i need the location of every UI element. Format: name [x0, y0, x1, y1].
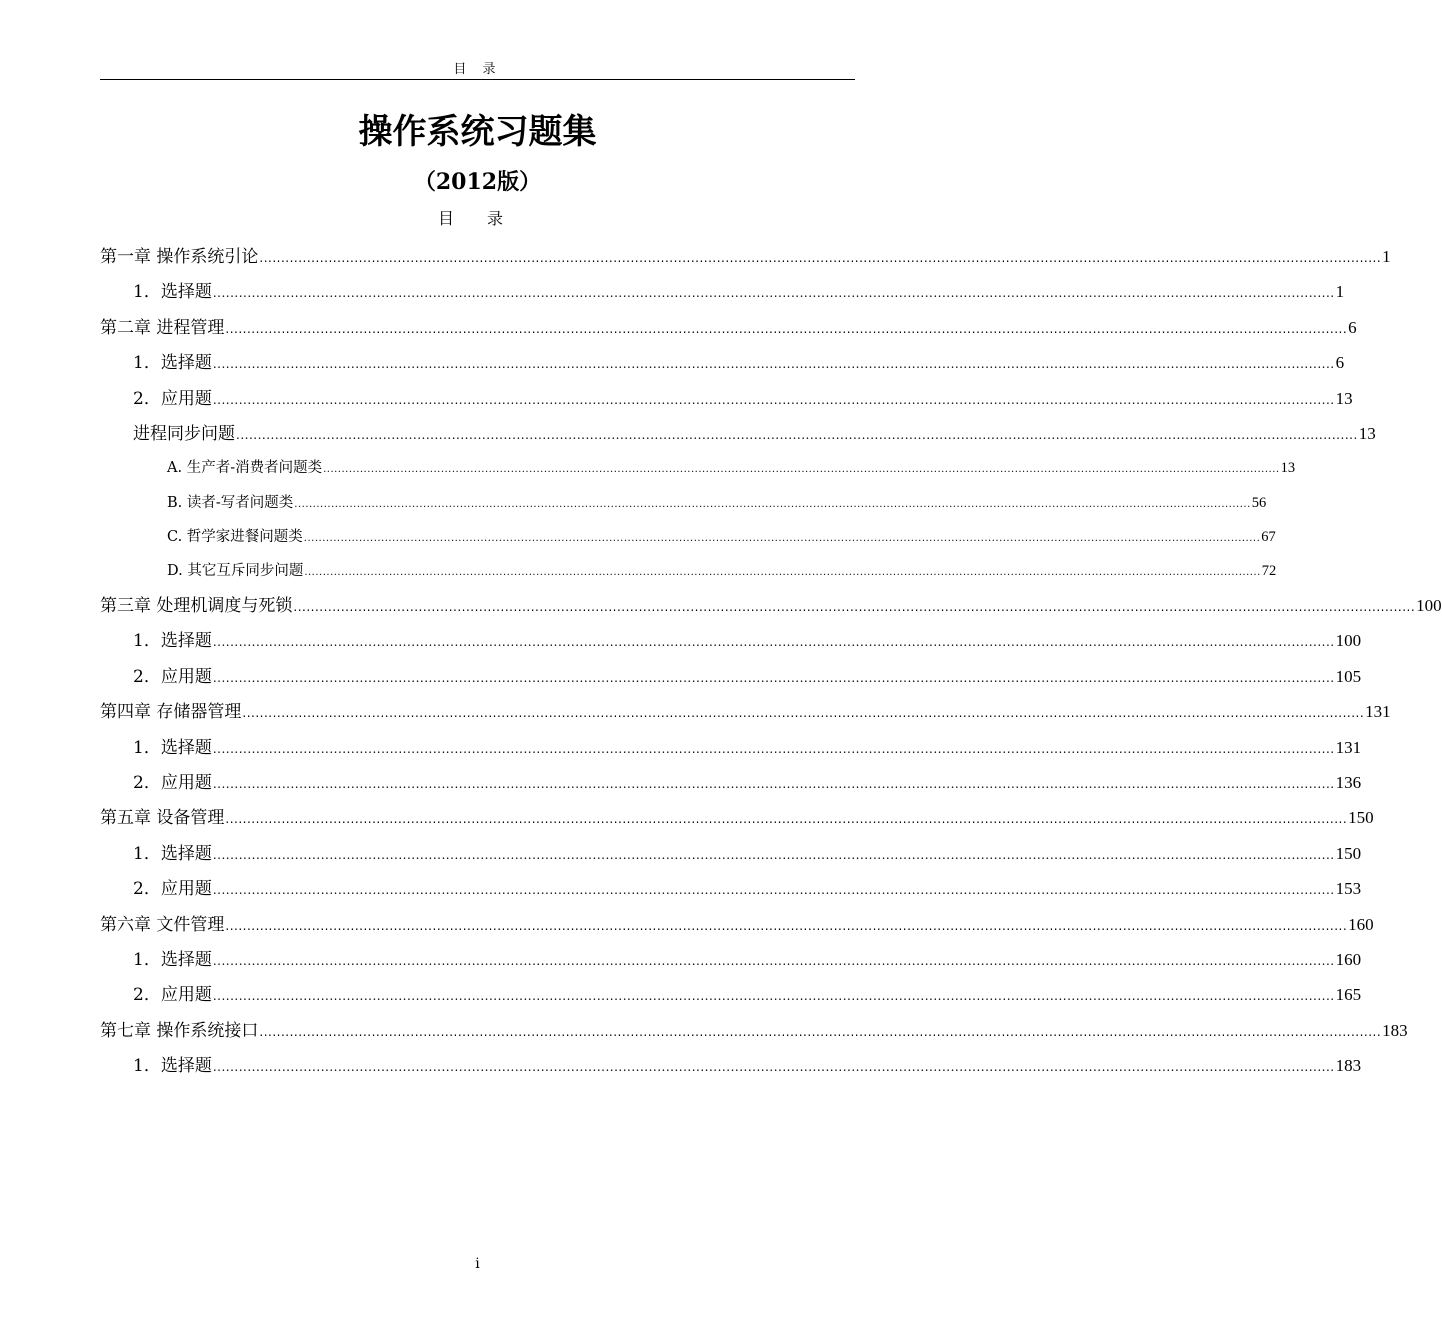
toc-entry-page: 13 — [1358, 423, 1376, 443]
toc-entry-label: 2．应用题 — [133, 666, 212, 687]
dot-leader: .................................................................................................................................................................................................................................................................... — [212, 670, 1335, 685]
toc-entry-page: 150 — [1335, 843, 1362, 863]
dot-leader: .................................................................................................................................................................................................................................................................... — [212, 392, 1335, 407]
toc-entry-label: A. 生产者-消费者问题类 — [167, 460, 323, 477]
toc-entry-page: 1 — [1335, 282, 1345, 302]
dot-leader: .................................................................................................................................................................................................................................................................... — [212, 741, 1335, 756]
toc-entry-label: 1．选择题 — [133, 843, 212, 864]
toc-entry[interactable] — [100, 1013, 1408, 1048]
dot-leader: .................................................................................................................................................................................................................................................................... — [323, 464, 1280, 476]
dot-leader: .................................................................................................................................................................................................................................................................... — [293, 600, 1416, 615]
toc-entry-label: 1．选择题 — [133, 353, 212, 374]
toc-entry-page: 67 — [1261, 528, 1276, 545]
dot-leader: .................................................................................................................................................................................................................................................................... — [212, 357, 1335, 372]
dot-leader: .................................................................................................................................................................................................................................................................... — [212, 883, 1335, 898]
toc-entry[interactable] — [100, 907, 1374, 942]
dot-leader: .................................................................................................................................................................................................................................................................... — [294, 498, 1251, 510]
toc-entry-page: 160 — [1348, 914, 1374, 934]
toc-entry[interactable] — [100, 836, 1362, 871]
toc-entry-label: 1．选择题 — [133, 282, 212, 303]
toc-entry-page: 183 — [1382, 1020, 1408, 1040]
toc-entry-page: 136 — [1335, 773, 1362, 793]
toc-entry[interactable] — [100, 554, 1277, 588]
dot-leader: .................................................................................................................................................................................................................................................................... — [304, 566, 1261, 578]
page-number: i — [475, 1256, 480, 1272]
toc-entry-page: 6 — [1348, 317, 1357, 337]
toc-entry-label: 第一章 操作系统引论 — [100, 247, 259, 267]
toc-entry-label: 1．选择题 — [133, 950, 212, 970]
toc-entry-page: 100 — [1416, 596, 1442, 616]
toc-entry[interactable] — [100, 486, 1267, 520]
dot-leader: .................................................................................................................................................................................................................................................................... — [225, 918, 1348, 933]
toc-entry[interactable] — [100, 588, 1442, 623]
toc-entry[interactable] — [100, 451, 1296, 485]
toc-entry-page: 131 — [1365, 702, 1391, 722]
dot-leader: .................................................................................................................................................................................................................................................................... — [259, 1024, 1382, 1039]
toc-entry-label: 2．应用题 — [133, 879, 212, 900]
toc-entry-page: 13 — [1335, 388, 1353, 408]
toc-entry-page: 105 — [1335, 666, 1362, 686]
toc-entry[interactable] — [100, 765, 1362, 800]
toc-entry[interactable] — [100, 345, 1345, 380]
dot-leader: .................................................................................................................................................................................................................................................................... — [212, 1060, 1335, 1075]
dot-leader: .................................................................................................................................................................................................................................................................... — [259, 251, 1382, 265]
dot-leader: .................................................................................................................................................................................................................................................................... — [212, 989, 1335, 1004]
toc-entry[interactable] — [100, 381, 1353, 416]
toc-entry[interactable] — [100, 239, 1391, 274]
toc-entry-label: 1．选择题 — [133, 631, 212, 652]
toc-entry-page: 100 — [1335, 631, 1362, 651]
dot-leader: .................................................................................................................................................................................................................................................................... — [225, 812, 1348, 827]
dot-leader: .................................................................................................................................................................................................................................................................... — [212, 635, 1335, 650]
dot-leader: .................................................................................................................................................................................................................................................................... — [212, 847, 1335, 862]
dot-leader: .................................................................................................................................................................................................................................................................... — [242, 706, 1365, 721]
toc-entry-page: 165 — [1335, 985, 1362, 1005]
table-of-contents — [100, 239, 1442, 1084]
dot-leader: .................................................................................................................................................................................................................................................................... — [225, 321, 1348, 336]
toc-entry-label: 2．应用题 — [133, 985, 212, 1006]
toc-entry-label: B. 读者-写者问题类 — [167, 494, 294, 511]
toc-entry[interactable] — [100, 1048, 1362, 1083]
toc-entry-label: C. 哲学家进餐问题类 — [167, 528, 303, 545]
toc-entry-label: D. 其它互斥同步问题 — [167, 562, 304, 579]
dot-leader: .................................................................................................................................................................................................................................................................... — [212, 954, 1335, 968]
toc-entry-page: 150 — [1348, 808, 1374, 828]
toc-entry-page: 153 — [1335, 879, 1362, 899]
dot-leader: .................................................................................................................................................................................................................................................................... — [212, 777, 1335, 792]
dot-leader: .................................................................................................................................................................................................................................................................... — [236, 427, 1358, 442]
toc-entry[interactable] — [100, 623, 1362, 658]
toc-entry-label: 第六章 文件管理 — [100, 914, 225, 935]
dot-leader: .................................................................................................................................................................................................................................................................... — [212, 286, 1335, 301]
running-header: 目 录 — [453, 62, 502, 77]
toc-entry[interactable] — [100, 942, 1362, 977]
toc-entry-page: 160 — [1335, 950, 1362, 969]
toc-entry-label: 第七章 操作系统接口 — [100, 1020, 259, 1041]
toc-entry[interactable] — [100, 659, 1362, 694]
toc-entry-label: 2．应用题 — [133, 773, 212, 794]
toc-entry-page: 131 — [1335, 737, 1362, 757]
toc-entry[interactable] — [100, 416, 1376, 451]
toc-entry-page: 56 — [1251, 494, 1267, 511]
toc-entry-page: 6 — [1335, 353, 1345, 373]
toc-entry[interactable] — [100, 871, 1362, 906]
toc-entry-label: 进程同步问题 — [133, 423, 235, 444]
document-subtitle: （2012版） — [413, 169, 542, 195]
dot-leader: .................................................................................................................................................................................................................................................................... — [303, 532, 1261, 544]
toc-entry[interactable] — [100, 694, 1391, 729]
toc-entry-label: 第三章 处理机调度与死锁 — [100, 596, 293, 617]
toc-entry[interactable] — [100, 520, 1276, 554]
toc-heading: 目 录 — [437, 209, 518, 228]
header-rule — [100, 79, 855, 80]
toc-entry[interactable] — [100, 274, 1345, 309]
toc-entry-page: 72 — [1261, 562, 1277, 579]
toc-entry[interactable] — [100, 977, 1362, 1012]
toc-entry-page: 183 — [1335, 1056, 1362, 1076]
document-title: 操作系统习题集 — [358, 112, 597, 152]
toc-entry[interactable] — [100, 310, 1357, 345]
toc-entry[interactable] — [100, 800, 1374, 835]
toc-entry-label: 2．应用题 — [133, 388, 212, 409]
toc-entry-label: 1．选择题 — [133, 737, 212, 758]
toc-entry[interactable] — [100, 730, 1362, 765]
toc-entry-label: 1．选择题 — [133, 1056, 212, 1077]
toc-entry-label: 第二章 进程管理 — [100, 317, 225, 338]
toc-entry-page: 1 — [1382, 247, 1391, 266]
toc-entry-page: 13 — [1280, 460, 1296, 477]
toc-entry-label: 第五章 设备管理 — [100, 808, 225, 829]
toc-entry-label: 第四章 存储器管理 — [100, 702, 242, 723]
